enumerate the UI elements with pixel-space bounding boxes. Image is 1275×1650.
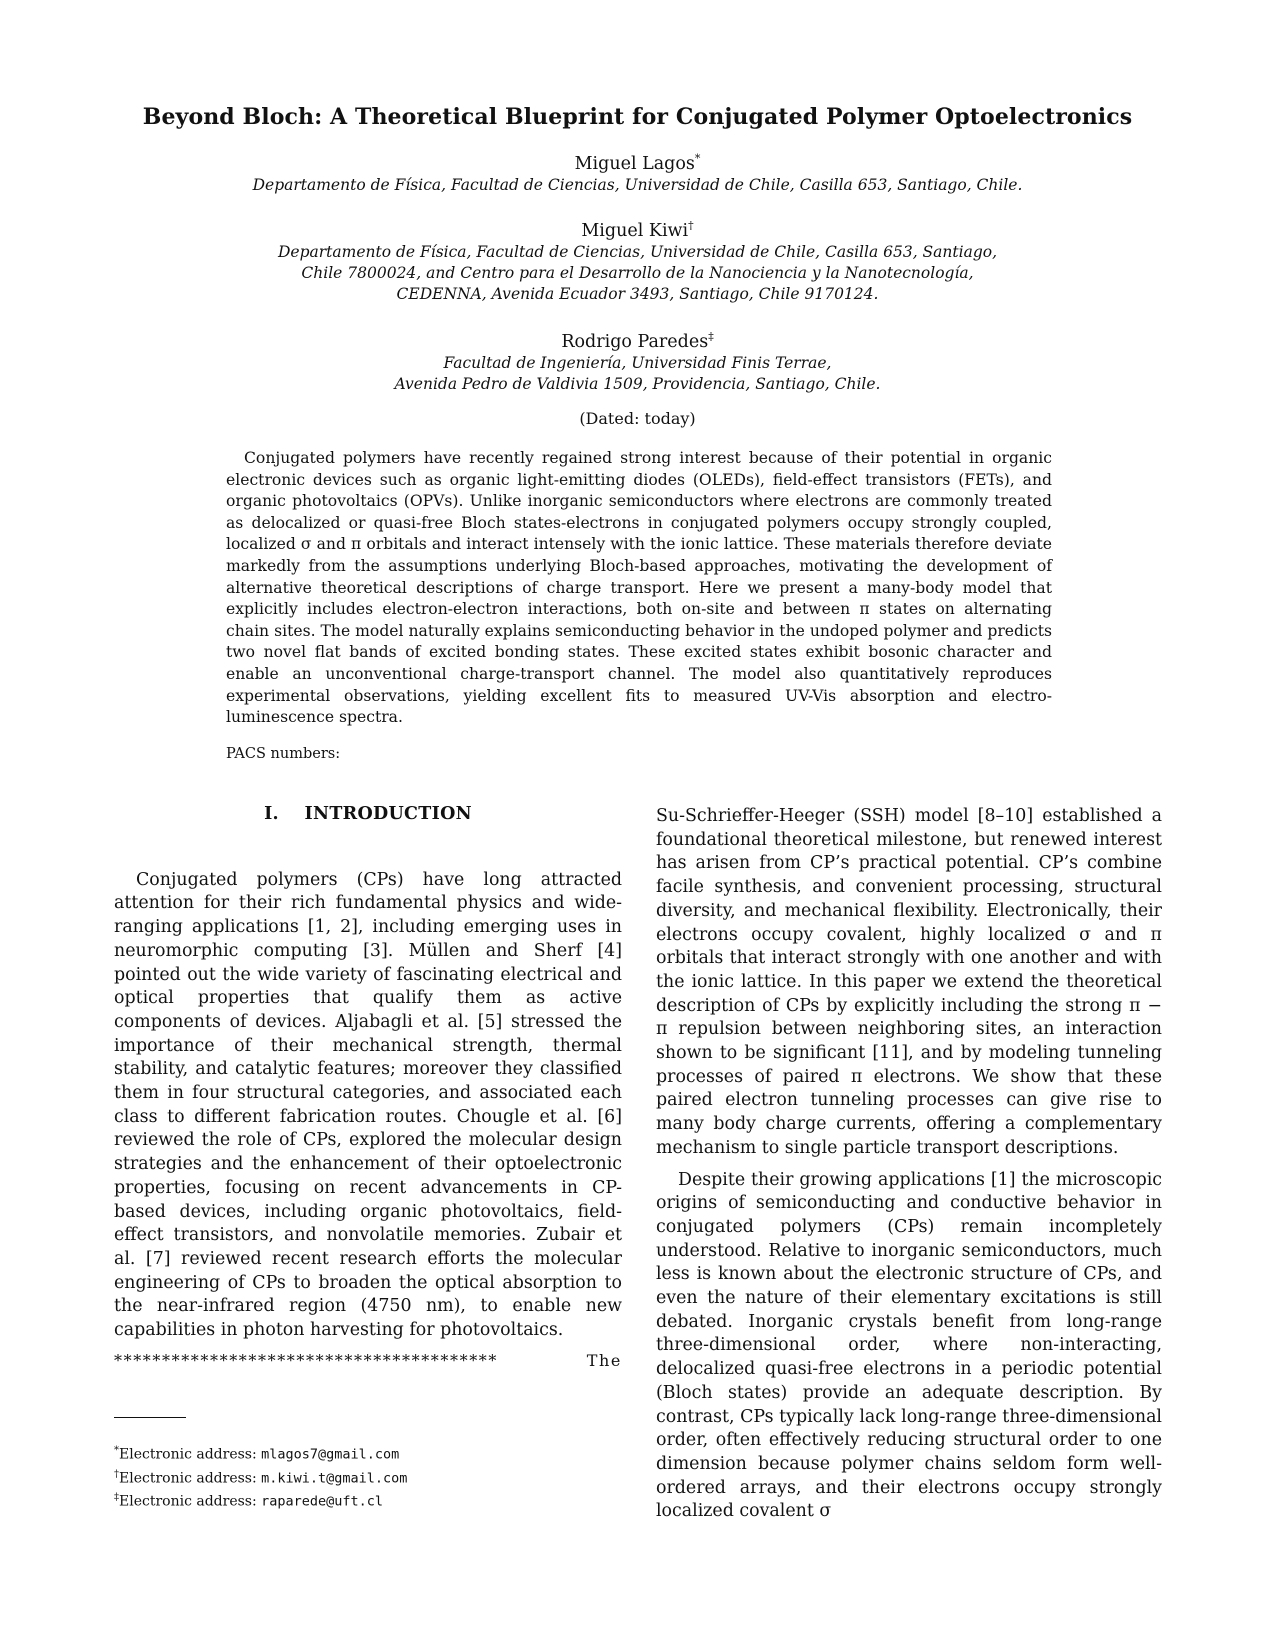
abstract: Conjugated polymers have recently regained strong interest because of their potential in organic electronic devices such as organic light-emitting diodes (OLEDs), field-effect transistors (FETs), and organic photovoltaics (OPVs). Unlike inorganic semiconductors where electrons are commonly treated as delocalized or quasi-free Bloch states-electrons in conjugated polymers occupy strongly coupled, localized σ and π orbitals and interact intensely with the ionic lattice. These materials therefore deviate markedly from the assumptions underlying Bloch-based approaches, motivating the development of alternative theoretical descriptions of charge transport. Here we present a many-body model that explicitly includes electron-electron interactions, both on-site and between π states on alternating chain sites. The model naturally explains semiconducting behavior in the undoped polymer and predicts two novel flat bands of excited bonding states. These excited states exhibit bosonic character and enable an unconventional charge-transport channel. The model also quantitatively reproduces experimental observations, yielding excellent fits to measured UV-Vis absorption and electro-luminescence spectra. [226,449,1052,727]
body-paragraph: Conjugated polymers (CPs) have long attracted attention for their rich fundamental physics and wide-ranging applications [1, 2], including emerging uses in neuromorphic computing [3]. Müllen and Sherf [4] pointed out the wide variety of fascinating electrical and optical properties that qualify them as active components of devices. Aljabagli et al. [5] stressed the importance of their mechanical strength, thermal stability, and catalytic features; moreover they classified them in four structural categories, and associated each class to different fabrication routes. Chougle et al. [6] reviewed the role of CPs, explored the molecular design strategies and the enhancement of their optoelectronic properties, focusing on recent advancements in CP-based devices, including organic photovoltaics, field-effect transistors, and nonvolatile memories. Zubair et al. [7] reviewed recent research efforts the molecular engineering of CPs to broaden the optical absorption to the near-infrared region (4750 nm), to enable new capabilities in photon harvesting for photovoltaics. [114,869,622,1341]
affiliation-line: Facultad de Ingeniería, Universidad Finis Terrae, [443,354,832,372]
date-line: (Dated: today) [579,409,696,428]
footnote-mark: † [114,1468,119,1480]
section-title-text: INTRODUCTION [304,804,472,824]
body-paragraph: Su-Schrieffer-Heeger (SSH) model [8–10] established a foundational theoretical milestone, but renewed interest has arisen from CP’s practical potential. CP’s combine facile synthesis, and convenient processing, structural diversity, and mechanical flexibility. Electronically, their electrons occupy covalent, highly localized σ and π orbitals that interact strongly with one another and with the ionic lattice. In this paper we extend the theoretical description of CPs by explicitly including the strong π − π repulsion between neighboring sites, an interaction shown to be significant [11], and by modeling tunneling processes of paired π electrons. We show that these paired electron tunneling processes can give rise to many body charge currents, offering a complementary mechanism to single particle transport descriptions. [656,806,1162,1158]
email-link[interactable]: raparede@uft.cl [261,1493,384,1510]
pacs-numbers: PACS numbers: [226,746,341,762]
author-affiliation [0,353,1275,395]
footnote [114,1441,407,1465]
footnote-mark: ‡ [114,1492,119,1504]
footnote [114,1465,407,1489]
affiliation-line: Chile 7800024, and Centro para el Desarrollo de la Nanociencia y la Nanotecnología, [301,264,974,282]
author-name [0,152,1275,174]
author-affiliation [0,242,1275,305]
footnote [114,1488,407,1512]
footnote-label: Electronic address: [119,1446,262,1463]
email-link[interactable]: mlagos7@gmail.com [261,1446,400,1463]
affiliation-line: Avenida Pedro de Valdivia 1509, Providencia, Santiago, Chile. [394,375,881,393]
stars-separator: **************************************** [114,1350,498,1370]
stars-word: The [586,1350,622,1370]
paper-title: Beyond Bloch: A Theoretical Blueprint for Conjugated Polymer Optoelectronics [142,104,1133,130]
email-link[interactable]: m.kiwi.t@gmail.com [261,1470,408,1487]
author-name-text: Miguel Lagos [574,153,695,174]
author-name-text: Miguel Kiwi [581,220,689,241]
footnote-label: Electronic address: [119,1470,262,1487]
footnotes [114,1441,407,1512]
affiliation-line: Departamento de Física, Facultad de Ciencias, Universidad de Chile, Casilla 653, Santiago, [277,243,998,261]
author-name-text: Rodrigo Paredes [561,331,709,352]
author-mark: ‡ [708,330,714,343]
section-number: I. [264,804,279,824]
affiliation-line: Departamento de Física, Facultad de Ciencias, Universidad de Chile, Casilla 653, Santiago, Chile. [252,176,1023,194]
section-heading [114,803,622,827]
author-name [0,219,1275,241]
author-mark: † [688,219,694,232]
author-name [0,330,1275,352]
author-affiliation [0,175,1275,196]
right-column [656,805,1162,1524]
body-paragraph: Despite their growing applications [1] the microscopic origins of semiconducting and conductive behavior in conjugated polymers (CPs) remain incompletely understood. Relative to inorganic semiconductors, much less is known about the electronic structure of CPs, and even the nature of their elementary excitations is still debated. Inorganic crystals benefit from long-range three-dimensional order, where non-interacting, delocalized quasi-free electrons in a periodic potential (Bloch states) provide an adequate description. By contrast, CPs typically lack long-range three-dimensional order, often effectively reducing structural order to one dimension because polymer chains seldom form well-ordered arrays, and their electrons occupy strongly localized covalent σ [656,1169,1162,1522]
footnote-label: Electronic address: [119,1493,262,1510]
author-mark: * [694,152,701,165]
left-column [114,803,622,1372]
footnote-rule [114,1417,186,1418]
stars-line [114,1349,622,1373]
footnote-mark: * [114,1445,119,1456]
affiliation-line: CEDENNA, Avenida Ecuador 3493, Santiago, Chile 9170124. [396,285,879,303]
